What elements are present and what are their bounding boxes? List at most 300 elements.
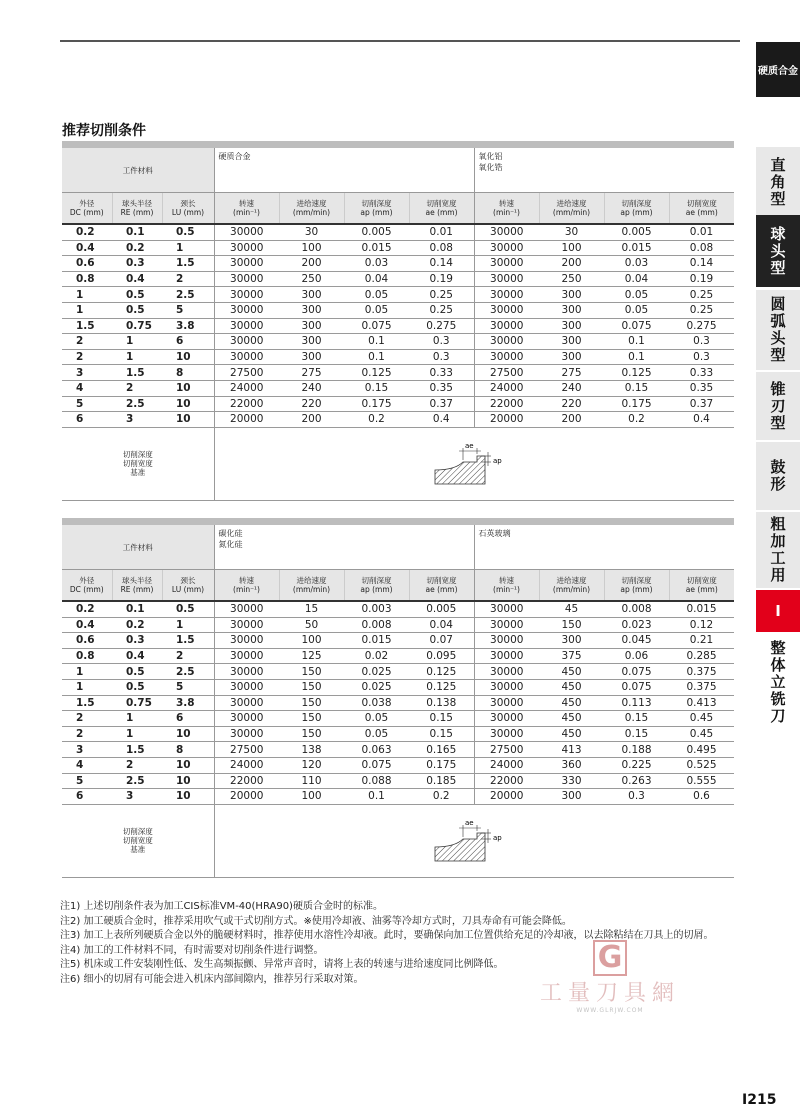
cell: 450 bbox=[539, 695, 604, 711]
cell: 0.1 bbox=[112, 601, 162, 617]
cell: 1 bbox=[162, 617, 214, 633]
table-row bbox=[62, 302, 734, 318]
cell: 30000 bbox=[474, 617, 539, 633]
cell: 300 bbox=[539, 287, 604, 303]
cell: 0.2 bbox=[604, 412, 669, 428]
side-tab-label: 粗加工用 bbox=[770, 515, 786, 584]
table-row bbox=[62, 240, 734, 256]
cell: 0.008 bbox=[604, 601, 669, 617]
cell: 0.15 bbox=[604, 726, 669, 742]
side-tab-4[interactable] bbox=[756, 442, 800, 510]
cell: 0.045 bbox=[604, 633, 669, 649]
cell: 2 bbox=[112, 380, 162, 396]
material-group-b: 氧化铝 氧化锆 bbox=[474, 148, 734, 193]
cell: 10 bbox=[162, 396, 214, 412]
cell: 45 bbox=[539, 601, 604, 617]
cell: 30000 bbox=[474, 334, 539, 350]
cell: 0.45 bbox=[669, 726, 734, 742]
cell: 30 bbox=[279, 224, 344, 240]
cell: 0.4 bbox=[112, 648, 162, 664]
cell: 2 bbox=[112, 757, 162, 773]
cell: 0.4 bbox=[62, 240, 112, 256]
cell: 0.1 bbox=[344, 334, 409, 350]
cell: 100 bbox=[279, 240, 344, 256]
cell: 6 bbox=[62, 789, 112, 805]
cell: 0.4 bbox=[62, 617, 112, 633]
cell: 0.015 bbox=[669, 601, 734, 617]
cell: 1.5 bbox=[112, 742, 162, 758]
cell: 30000 bbox=[214, 224, 279, 240]
diagram-ae-label: ae bbox=[464, 818, 474, 827]
cell: 0.113 bbox=[604, 695, 669, 711]
cell: 0.038 bbox=[344, 695, 409, 711]
cell: 125 bbox=[279, 648, 344, 664]
col-header-lu: 颈长 LU (mm) bbox=[162, 570, 214, 602]
cell: 150 bbox=[279, 695, 344, 711]
cell: 27500 bbox=[214, 365, 279, 381]
watermark bbox=[520, 940, 700, 1014]
col-header-speed: 转速 (min⁻¹) bbox=[474, 570, 539, 602]
side-tab-label: 圆弧头型 bbox=[770, 295, 786, 364]
cell: 10 bbox=[162, 380, 214, 396]
cell: 375 bbox=[539, 648, 604, 664]
cell: 450 bbox=[539, 726, 604, 742]
cell: 15 bbox=[279, 601, 344, 617]
table-row bbox=[62, 773, 734, 789]
cell: 0.025 bbox=[344, 679, 409, 695]
cell: 0.3 bbox=[669, 349, 734, 365]
cell: 0.413 bbox=[669, 695, 734, 711]
cell: 0.4 bbox=[669, 412, 734, 428]
header-band bbox=[62, 518, 734, 525]
note-2: 注2) 加工硬质合金时，推荐采用吹气或干式切削方式。※使用冷却液、油雾等冷却方式时，刀具寿命有可能会降低。 bbox=[60, 915, 572, 927]
cell: 0.185 bbox=[409, 773, 474, 789]
cell: 20000 bbox=[474, 789, 539, 805]
cell: 8 bbox=[162, 742, 214, 758]
cell: 2 bbox=[162, 648, 214, 664]
cell: 30000 bbox=[214, 302, 279, 318]
t1-diagram bbox=[433, 442, 513, 488]
table-row bbox=[62, 726, 734, 742]
cell: 2.5 bbox=[112, 773, 162, 789]
cell: 0.05 bbox=[344, 287, 409, 303]
material-group-a: 硬质合金 bbox=[214, 148, 474, 193]
cell: 10 bbox=[162, 726, 214, 742]
cell: 0.2 bbox=[112, 617, 162, 633]
cell: 0.165 bbox=[409, 742, 474, 758]
cell: 100 bbox=[279, 633, 344, 649]
cell: 30000 bbox=[474, 726, 539, 742]
cell: 5 bbox=[62, 396, 112, 412]
cell: 0.075 bbox=[604, 318, 669, 334]
col-header-feed: 进给速度 (mm/min) bbox=[539, 570, 604, 602]
cell: 0.555 bbox=[669, 773, 734, 789]
side-category-label: 硬质合金 bbox=[756, 42, 800, 97]
col-header-ap: 切削深度 ap (mm) bbox=[344, 193, 409, 225]
cell: 1 bbox=[162, 240, 214, 256]
cell: 0.14 bbox=[409, 256, 474, 272]
cell: 0.025 bbox=[344, 664, 409, 680]
cell: 30000 bbox=[214, 601, 279, 617]
table-row bbox=[62, 601, 734, 617]
cell: 300 bbox=[539, 349, 604, 365]
cell: 30000 bbox=[214, 256, 279, 272]
table-row bbox=[62, 287, 734, 303]
col-header-feed: 进给速度 (mm/min) bbox=[279, 570, 344, 602]
watermark-url: WWW.GLRJW.COM bbox=[576, 1007, 644, 1014]
group-header-row bbox=[62, 525, 734, 570]
cell: 0.125 bbox=[409, 664, 474, 680]
cell: 1.5 bbox=[162, 633, 214, 649]
cell: 0.003 bbox=[344, 601, 409, 617]
cell: 0.01 bbox=[409, 224, 474, 240]
cell: 0.15 bbox=[604, 711, 669, 727]
cell: 2 bbox=[62, 711, 112, 727]
cell: 27500 bbox=[214, 742, 279, 758]
cell: 0.138 bbox=[409, 695, 474, 711]
cutting-reference-row bbox=[62, 427, 734, 500]
cell: 0.75 bbox=[112, 318, 162, 334]
cell: 30000 bbox=[214, 617, 279, 633]
cell: 30000 bbox=[214, 287, 279, 303]
cell: 30000 bbox=[474, 302, 539, 318]
side-tab-0[interactable] bbox=[756, 147, 800, 217]
cell: 0.2 bbox=[344, 412, 409, 428]
cell: 30000 bbox=[474, 664, 539, 680]
cell: 0.1 bbox=[604, 349, 669, 365]
cell: 0.1 bbox=[344, 789, 409, 805]
side-tab-3[interactable] bbox=[756, 372, 800, 440]
cell: 0.3 bbox=[604, 789, 669, 805]
cell: 0.04 bbox=[344, 271, 409, 287]
col-header-dc: 外径 DC (mm) bbox=[62, 570, 112, 602]
cell: 0.375 bbox=[669, 679, 734, 695]
cell: 450 bbox=[539, 664, 604, 680]
cell: 0.125 bbox=[604, 365, 669, 381]
cell: 1 bbox=[62, 287, 112, 303]
cell: 30000 bbox=[474, 318, 539, 334]
cell: 0.275 bbox=[669, 318, 734, 334]
cell: 0.6 bbox=[62, 633, 112, 649]
cell: 1 bbox=[62, 302, 112, 318]
note-6: 注6) 细小的切屑有可能会进入机床内部间隙内，推荐另行采取对策。 bbox=[60, 973, 364, 985]
diagram-ae-label: ae bbox=[464, 441, 474, 450]
cell: 3 bbox=[112, 789, 162, 805]
cell: 30000 bbox=[214, 664, 279, 680]
cell: 24000 bbox=[474, 757, 539, 773]
cell: 1.5 bbox=[62, 695, 112, 711]
col-header-ae: 切削宽度 ae (mm) bbox=[669, 193, 734, 225]
note-3: 注3) 加工上表所列硬质合金以外的脆硬材料时，推荐使用水溶性冷却液。此时，要确保向加工位置供给充足的冷却液，以去除粘结在刀具上的切屑。 bbox=[60, 930, 714, 941]
cell: 30000 bbox=[214, 648, 279, 664]
cell: 30000 bbox=[474, 349, 539, 365]
cell: 0.15 bbox=[409, 711, 474, 727]
cell: 30000 bbox=[474, 271, 539, 287]
cell: 6 bbox=[162, 334, 214, 350]
cell: 0.08 bbox=[669, 240, 734, 256]
cell: 220 bbox=[539, 396, 604, 412]
cell: 300 bbox=[279, 349, 344, 365]
watermark-logo: G bbox=[593, 940, 627, 976]
cell: 3.8 bbox=[162, 318, 214, 334]
cell: 0.225 bbox=[604, 757, 669, 773]
cell: 30000 bbox=[214, 726, 279, 742]
cell: 0.15 bbox=[344, 380, 409, 396]
cell: 413 bbox=[539, 742, 604, 758]
cell: 0.04 bbox=[604, 271, 669, 287]
side-tab-label: I bbox=[775, 601, 781, 620]
cell: 0.015 bbox=[344, 633, 409, 649]
cell: 300 bbox=[279, 334, 344, 350]
work-material-label: 工件材料 bbox=[62, 525, 214, 570]
cell: 0.02 bbox=[344, 648, 409, 664]
cell: 0.21 bbox=[669, 633, 734, 649]
cell: 2.5 bbox=[162, 287, 214, 303]
side-tab-7[interactable] bbox=[756, 634, 800, 730]
cell: 150 bbox=[279, 726, 344, 742]
cell: 5 bbox=[162, 302, 214, 318]
cell: 0.06 bbox=[604, 648, 669, 664]
cell: 0.05 bbox=[344, 302, 409, 318]
cell: 150 bbox=[279, 664, 344, 680]
cell: 0.125 bbox=[409, 679, 474, 695]
col-header-speed: 转速 (min⁻¹) bbox=[474, 193, 539, 225]
cell: 0.5 bbox=[112, 302, 162, 318]
cell: 30000 bbox=[474, 648, 539, 664]
cell: 6 bbox=[62, 412, 112, 428]
cell: 0.37 bbox=[409, 396, 474, 412]
cell: 1.5 bbox=[162, 256, 214, 272]
cell: 450 bbox=[539, 679, 604, 695]
cell: 30000 bbox=[214, 695, 279, 711]
side-tab-1[interactable] bbox=[756, 215, 800, 287]
cell: 330 bbox=[539, 773, 604, 789]
table-row bbox=[62, 271, 734, 287]
cell: 0.4 bbox=[112, 271, 162, 287]
cell: 30000 bbox=[214, 633, 279, 649]
cell: 0.263 bbox=[604, 773, 669, 789]
cell: 450 bbox=[539, 711, 604, 727]
cell: 300 bbox=[279, 287, 344, 303]
cell: 0.15 bbox=[409, 726, 474, 742]
cell: 0.5 bbox=[112, 679, 162, 695]
section-title: 推荐切削条件 bbox=[62, 123, 146, 139]
cell: 0.023 bbox=[604, 617, 669, 633]
cell: 0.04 bbox=[409, 617, 474, 633]
cell: 0.8 bbox=[62, 271, 112, 287]
cell: 0.25 bbox=[409, 302, 474, 318]
diagram-ap-label: ap bbox=[492, 833, 502, 842]
cell: 0.05 bbox=[344, 711, 409, 727]
cell: 2 bbox=[62, 334, 112, 350]
work-material-label: 工件材料 bbox=[62, 148, 214, 193]
cutting-reference-diagram bbox=[214, 804, 734, 877]
col-header-feed: 进给速度 (mm/min) bbox=[279, 193, 344, 225]
diagram-ap-label: ap bbox=[492, 456, 502, 465]
cell: 0.2 bbox=[62, 224, 112, 240]
cell: 30000 bbox=[474, 695, 539, 711]
side-tab-label: 鼓形 bbox=[770, 458, 786, 493]
cell: 30000 bbox=[474, 287, 539, 303]
cell: 0.15 bbox=[604, 380, 669, 396]
cell: 0.2 bbox=[62, 601, 112, 617]
cell: 0.25 bbox=[669, 302, 734, 318]
cell: 1 bbox=[112, 726, 162, 742]
cell: 30000 bbox=[214, 240, 279, 256]
side-tab-5[interactable] bbox=[756, 512, 800, 588]
table-row bbox=[62, 365, 734, 381]
table-row bbox=[62, 633, 734, 649]
cell: 0.075 bbox=[604, 664, 669, 680]
cell: 0.5 bbox=[162, 224, 214, 240]
cell: 0.33 bbox=[409, 365, 474, 381]
cell: 24000 bbox=[474, 380, 539, 396]
side-tab-6[interactable] bbox=[756, 590, 800, 632]
col-header-ae: 切削宽度 ae (mm) bbox=[669, 570, 734, 602]
cell: 0.19 bbox=[409, 271, 474, 287]
cell: 0.1 bbox=[604, 334, 669, 350]
cell: 240 bbox=[279, 380, 344, 396]
table-row bbox=[62, 256, 734, 272]
cell: 30000 bbox=[474, 224, 539, 240]
cell: 250 bbox=[279, 271, 344, 287]
cell: 150 bbox=[279, 711, 344, 727]
cell: 30000 bbox=[474, 601, 539, 617]
cell: 0.1 bbox=[112, 224, 162, 240]
cell: 0.03 bbox=[604, 256, 669, 272]
cell: 30000 bbox=[474, 256, 539, 272]
cell: 0.25 bbox=[669, 287, 734, 303]
side-tab-label: 整体立铣刀 bbox=[770, 638, 786, 725]
cell: 0.375 bbox=[669, 664, 734, 680]
cell: 0.075 bbox=[344, 757, 409, 773]
cell: 100 bbox=[279, 789, 344, 805]
cell: 30000 bbox=[214, 349, 279, 365]
cell: 0.3 bbox=[669, 334, 734, 350]
cell: 0.07 bbox=[409, 633, 474, 649]
cell: 0.5 bbox=[112, 287, 162, 303]
cell: 0.01 bbox=[669, 224, 734, 240]
cell: 100 bbox=[539, 240, 604, 256]
table-row bbox=[62, 679, 734, 695]
watermark-text: 工量刀具網 bbox=[539, 981, 680, 1006]
col-header-re: 球头半径 RE (mm) bbox=[112, 570, 162, 602]
cell: 22000 bbox=[214, 396, 279, 412]
cell: 30000 bbox=[214, 334, 279, 350]
cell: 0.14 bbox=[669, 256, 734, 272]
cell: 1.5 bbox=[112, 365, 162, 381]
top-rule bbox=[60, 40, 740, 42]
table-row bbox=[62, 380, 734, 396]
cutting-table-1 bbox=[62, 141, 734, 501]
cell: 0.075 bbox=[604, 679, 669, 695]
cell: 2.5 bbox=[112, 396, 162, 412]
cell: 10 bbox=[162, 349, 214, 365]
cell: 0.3 bbox=[112, 256, 162, 272]
cell: 30000 bbox=[214, 318, 279, 334]
cell: 0.495 bbox=[669, 742, 734, 758]
cell: 0.075 bbox=[344, 318, 409, 334]
header-band bbox=[62, 141, 734, 148]
table-row bbox=[62, 789, 734, 805]
cell: 275 bbox=[279, 365, 344, 381]
cell: 0.1 bbox=[344, 349, 409, 365]
cell: 2.5 bbox=[162, 664, 214, 680]
material-group-b: 石英玻璃 bbox=[474, 525, 734, 570]
cell: 0.015 bbox=[344, 240, 409, 256]
cell: 30000 bbox=[474, 240, 539, 256]
side-tab-label: 直角型 bbox=[770, 155, 786, 208]
cell: 0.5 bbox=[162, 601, 214, 617]
cell: 0.2 bbox=[409, 789, 474, 805]
cell: 0.45 bbox=[669, 711, 734, 727]
table-row bbox=[62, 349, 734, 365]
cell: 50 bbox=[279, 617, 344, 633]
cell: 0.25 bbox=[409, 287, 474, 303]
cell: 0.33 bbox=[669, 365, 734, 381]
t2-diagram bbox=[433, 819, 513, 865]
col-header-re: 球头半径 RE (mm) bbox=[112, 193, 162, 225]
cell: 200 bbox=[539, 256, 604, 272]
cell: 0.175 bbox=[344, 396, 409, 412]
cell: 0.125 bbox=[344, 365, 409, 381]
cell: 0.5 bbox=[112, 664, 162, 680]
cell: 300 bbox=[279, 318, 344, 334]
cell: 4 bbox=[62, 757, 112, 773]
cell: 0.275 bbox=[409, 318, 474, 334]
cell: 0.12 bbox=[669, 617, 734, 633]
cell: 30000 bbox=[214, 711, 279, 727]
cell: 0.3 bbox=[409, 349, 474, 365]
cell: 10 bbox=[162, 789, 214, 805]
cell: 0.175 bbox=[604, 396, 669, 412]
cell: 0.03 bbox=[344, 256, 409, 272]
cell: 1.5 bbox=[62, 318, 112, 334]
cell: 300 bbox=[539, 789, 604, 805]
cell: 2 bbox=[62, 349, 112, 365]
cell: 30000 bbox=[474, 633, 539, 649]
cell: 0.175 bbox=[409, 757, 474, 773]
col-header-ae: 切削宽度 ae (mm) bbox=[409, 570, 474, 602]
cell: 300 bbox=[539, 633, 604, 649]
cell: 0.008 bbox=[344, 617, 409, 633]
cell: 1 bbox=[112, 334, 162, 350]
cell: 200 bbox=[539, 412, 604, 428]
cell: 150 bbox=[539, 617, 604, 633]
cell: 4 bbox=[62, 380, 112, 396]
cell: 0.4 bbox=[409, 412, 474, 428]
cell: 8 bbox=[162, 365, 214, 381]
column-header-row bbox=[62, 570, 734, 602]
cell: 30 bbox=[539, 224, 604, 240]
column-header-row bbox=[62, 193, 734, 225]
cell: 360 bbox=[539, 757, 604, 773]
cell: 0.015 bbox=[604, 240, 669, 256]
cell: 10 bbox=[162, 757, 214, 773]
cell: 120 bbox=[279, 757, 344, 773]
side-tab-2[interactable] bbox=[756, 290, 800, 370]
page-number: I215 bbox=[742, 1092, 777, 1108]
side-tab-label: 锥刃型 bbox=[770, 379, 786, 432]
cell: 200 bbox=[279, 256, 344, 272]
cutting-reference-label: 切削深度 切削宽度 基准 bbox=[62, 427, 214, 500]
cell: 0.3 bbox=[409, 334, 474, 350]
cell: 0.05 bbox=[604, 302, 669, 318]
cutting-table-2 bbox=[62, 518, 734, 878]
cell: 3 bbox=[62, 742, 112, 758]
table-row bbox=[62, 711, 734, 727]
cell: 0.285 bbox=[669, 648, 734, 664]
